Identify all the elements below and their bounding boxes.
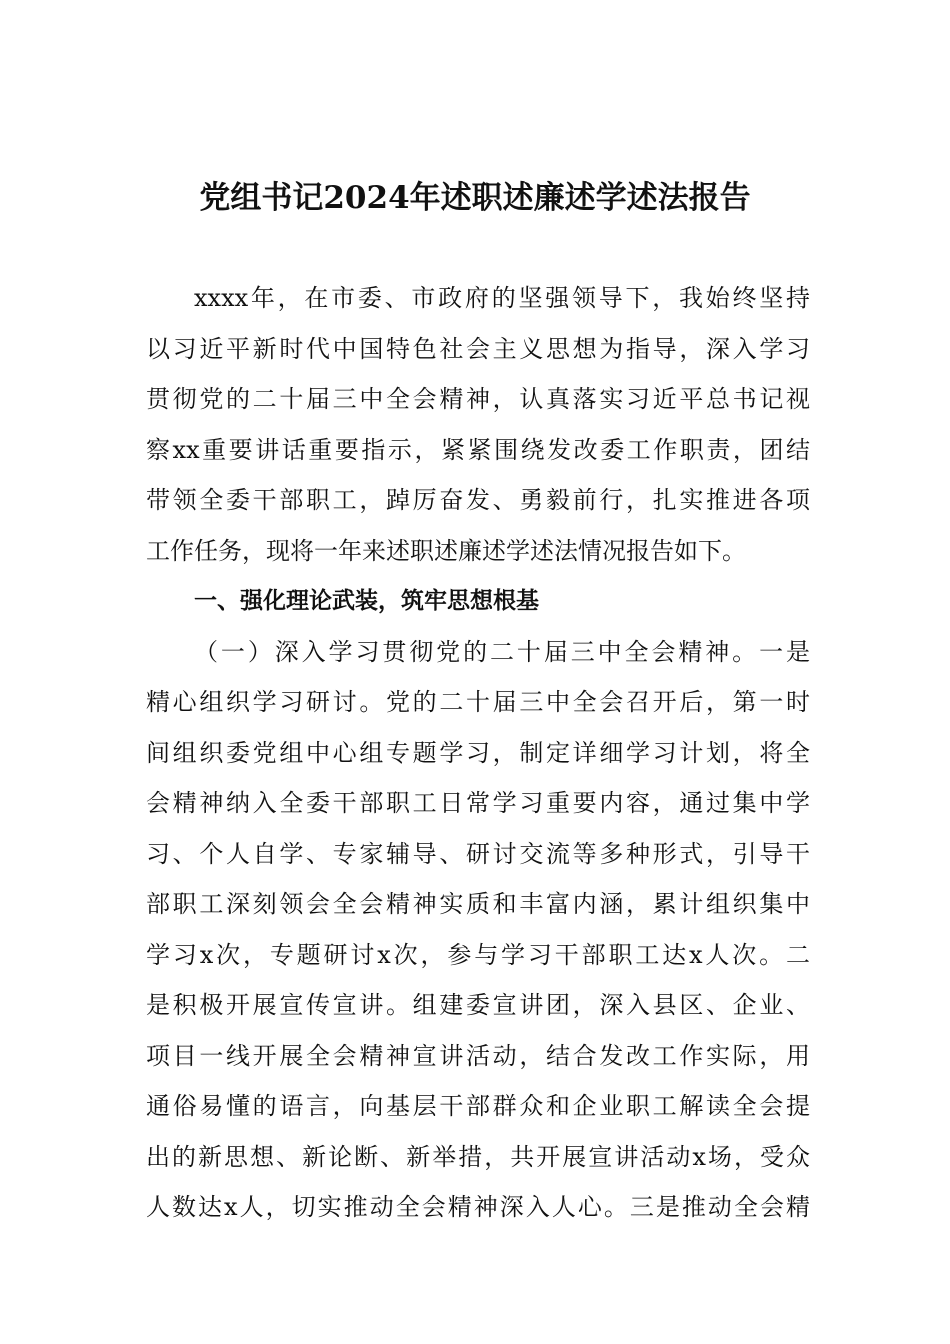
body-line: 工作任务，现将一年来述职述廉述学述法情况报告如下。 — [146, 536, 746, 565]
document-body — [146, 273, 810, 1233]
body-line: 学习x次，专题研讨x次，参与学习干部职工达x人次。二 — [146, 940, 810, 969]
body-line: （一）深入学习贯彻党的二十届三中全会精神。一是 — [194, 637, 810, 666]
body-line: 以习近平新时代中国特色社会主义思想为指导，深入学习 — [146, 334, 810, 363]
body-line: 带领全委干部职工，踔厉奋发、勇毅前行，扎实推进各项 — [146, 486, 810, 514]
body-line: 精心组织学习研讨。党的二十届三中全会召开后，第一时 — [146, 688, 810, 716]
body-line: 出的新思想、新论断、新举措，共开展宣讲活动x场，受众 — [146, 1142, 810, 1171]
body-line: 是积极开展宣传宣讲。组建委宣讲团，深入县区、企业、 — [146, 991, 810, 1019]
body-line: 察xx重要讲话重要指示，紧紧围绕发改委工作职责，团结 — [146, 435, 810, 464]
body-line: 习、个人自学、专家辅导、研讨交流等多种形式，引导干 — [146, 839, 810, 868]
section-heading: 一、强化理论武装，筑牢思想根基 — [194, 588, 539, 614]
body-line: 贯彻党的二十届三中全会精神，认真落实习近平总书记视 — [146, 385, 810, 413]
body-line: xxxx年，在市委、市政府的坚强领导下，我始终坚持 — [194, 284, 810, 312]
document-title: 党组书记2024年述职述廉述学述法报告 — [199, 180, 751, 216]
body-line: 项目一线开展全会精神宣讲活动，结合发改工作实际，用 — [146, 1041, 810, 1070]
body-line: 通俗易懂的语言，向基层干部群众和企业职工解读全会提 — [146, 1092, 810, 1120]
body-line: 部职工深刻领会全会精神实质和丰富内涵，累计组织集中 — [146, 890, 810, 918]
body-line: 会精神纳入全委干部职工日常学习重要内容，通过集中学 — [146, 789, 810, 817]
body-line: 间组织委党组中心组专题学习，制定详细学习计划，将全 — [146, 738, 810, 767]
body-line: 人数达x人，切实推动全会精神深入人心。三是推动全会精 — [146, 1193, 810, 1221]
